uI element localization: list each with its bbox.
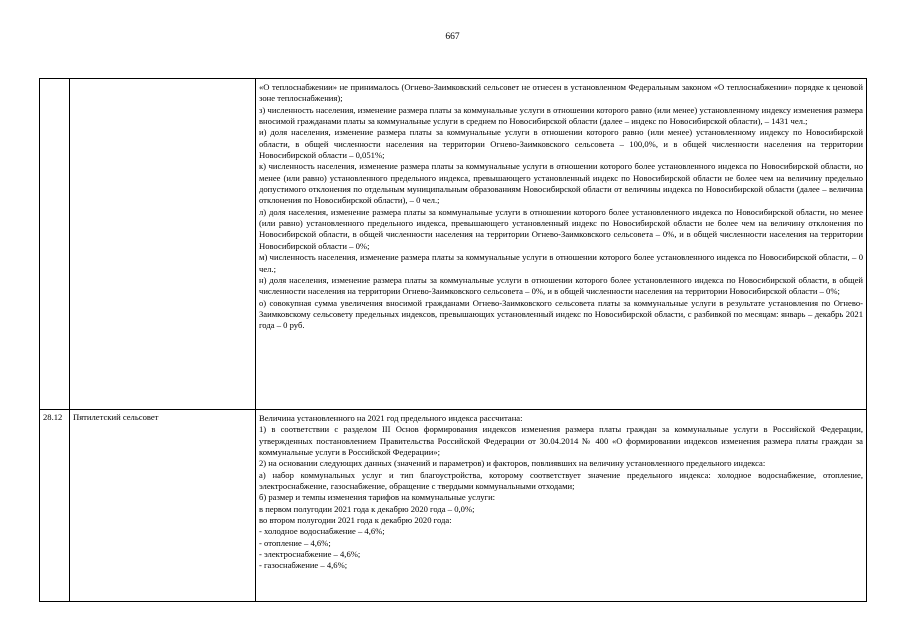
paragraph: б) размер и темпы изменения тарифов на коммунальные услуги: <box>259 492 496 503</box>
table-row <box>40 410 867 602</box>
paragraph: к) численность населения, изменение размера платы за коммунальные услуги в отношении которого более установленного индекса по Новосибирской области, но менее (или равно) установленного предельного индекса, превышающего установленный индекс по Новосибирской области не более чем на величину предельно допустимого отклонения по отдельным муниципальным образованиям Новосибирской области от величины индекса по Новосибирской области (далее – величина отклонения по Новосибирской области), – 0 чел.; <box>259 161 863 206</box>
paragraph: - отопление – 4,6%; <box>259 537 331 548</box>
paragraph: «О теплоснабжении» не принималось (Огнево-Заимковский сельсовет не отнесен в установленном Федеральным законом «О теплоснабжении» порядке к ценовой зоне теплоснабжения); <box>259 82 863 104</box>
paragraph: м) численность населения, изменение размера платы за коммунальные услуги в отношении которого более установленного индекса по Новосибирской области, – 0 чел.; <box>259 252 863 274</box>
municipality-name-cell <box>70 79 256 410</box>
paragraph: л) доля населения, изменение размера платы за коммунальные услуги в отношении которого более установленного индекса по Новосибирской области, но менее (или равно) установленного предельного индекса, превышающего установленный индекс по Новосибирской области не более чем на величину отклонения по Новосибирской области, в общей численности населения на территории Огнево-Заимковского сельсовета – 0%, и в общей численности населения на территории Новосибирской области – 0%; <box>259 206 863 251</box>
description-cell <box>256 410 867 602</box>
table-row <box>40 79 867 410</box>
paragraph: 2) на основании следующих данных (значений и параметров) и факторов, повлиявших на величину установленного предельного индекса: <box>259 458 766 469</box>
row-number-cell <box>40 79 70 410</box>
paragraph: з) численность населения, изменение размера платы за коммунальные услуги в отношении которого равно (или менее) установленному индексу изменения размера вносимой гражданами платы за коммунальные услуги в среднем по Новосибирской области (далее – индекс по Новосибирской области), – 1431 чел.; <box>259 104 863 127</box>
paragraph: в первом полугодии 2021 года к декабрю 2020 года – 0,0%; <box>259 503 475 514</box>
municipality-name-cell: Пятилетский сельсовет <box>70 410 256 602</box>
document-table <box>39 78 867 602</box>
description-cell <box>256 79 867 410</box>
row-number-cell: 28.12 <box>40 410 70 602</box>
paragraph: и) доля населения, изменение размера платы за коммунальные услуги в отношении которого равно (или менее) установленному индексу по Новосибирской области, в общей численности населения на территории Огнево-Заимковского сельсовета – 100,0%, и в общей численности населения на территории Новосибирской области – 0,051%; <box>259 127 863 161</box>
paragraph: - электроснабжение – 4,6%; <box>259 549 361 560</box>
paragraph: о) совокупная сумма увеличения вносимой гражданами Огнево-Заимковского сельсовета платы за коммунальные услуги в результате установления по Огнево-Заимковскому сельсовету предельных индексов, превышающих установленный индекс по Новосибирской области, с разбивкой по месяцам: январь – декабрь 2021 года – 0 руб. <box>259 297 863 331</box>
paragraph: н) доля населения, изменение размера платы за коммунальные услуги в отношении которого более установленного индекса по Новосибирской области, в общей численности населения на территории Огнево-Заимковского сельсовета – 0%, и в общей численности населения на территории Новосибирской области – 0%; <box>259 274 863 297</box>
page-number: 667 <box>445 32 460 42</box>
paragraph: - газоснабжение – 4,6%; <box>259 560 348 571</box>
paragraph: во втором полугодии 2021 года к декабрю 2020 года: <box>259 515 452 526</box>
paragraph: - холодное водоснабжение – 4,6%; <box>259 526 385 537</box>
paragraph: Величина установленного на 2021 год предельного индекса рассчитана: <box>259 413 523 423</box>
paragraph: а) набор коммунальных услуг и тип благоустройства, которому соответствует значение предельного индекса: холодное водоснабжение, отопление, электроснабжение, газоснабжение, обращение с твердыми коммунальными отходами; <box>259 469 863 492</box>
paragraph: 1) в соответствии с разделом III Основ формирования индексов изменения размера платы граждан за коммунальные услуги в Российской Федерации, утвержденных постановлением Правительства Российской Федерации от 30.04.2014 № 400 «О формировании индексов изменения размера платы граждан за коммунальные услуги в Российской Федерации»; <box>259 424 863 458</box>
